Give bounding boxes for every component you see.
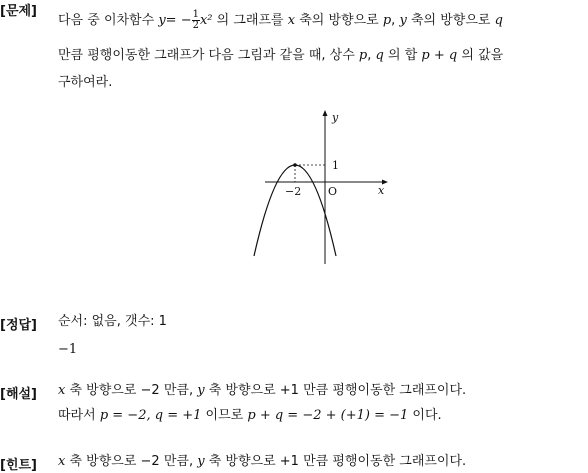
math-var: x bbox=[287, 13, 296, 28]
math-fraction bbox=[192, 10, 200, 31]
answer-line-1: 순서: 없음, 갯수: 1 bbox=[58, 314, 167, 329]
answer-value: −1 bbox=[58, 342, 78, 357]
hint-text: 축 방향으로 −2 만큼, bbox=[69, 454, 194, 469]
problem-text: 의 합 bbox=[388, 48, 418, 63]
math-expression: p + q bbox=[421, 48, 458, 63]
math-var: y bbox=[197, 454, 205, 469]
answer-tag: [정답] bbox=[0, 318, 37, 333]
explanation-line-1 bbox=[58, 381, 466, 401]
math-var: q bbox=[494, 13, 503, 28]
explanation-text: 이다. bbox=[412, 408, 442, 423]
fraction-denominator: 2 bbox=[192, 20, 199, 31]
math-var: x² bbox=[199, 13, 213, 28]
problem-text: 만큼 평행이동한 그래프가 다음 그림과 같을 때, 상수 bbox=[58, 48, 355, 63]
explanation-text: 축 방향으로 −2 만큼, bbox=[69, 383, 194, 398]
tick-x-label: −2 bbox=[285, 185, 302, 198]
problem-text: 의 값을 bbox=[461, 48, 504, 63]
y-axis-arrow bbox=[323, 110, 328, 116]
problem-line-1 bbox=[58, 10, 503, 31]
axis-y-label: y bbox=[332, 111, 339, 124]
parabola-graph bbox=[250, 104, 400, 274]
math-var: x bbox=[58, 454, 66, 469]
math-op: = − bbox=[165, 13, 192, 28]
math-var: y bbox=[399, 13, 407, 28]
math-var: x bbox=[58, 383, 66, 398]
math-expression: p = −2, q = +1 bbox=[99, 408, 202, 423]
vertex-point bbox=[293, 163, 297, 167]
math-var: p bbox=[382, 13, 392, 28]
problem-text: 의 그래프를 bbox=[216, 13, 284, 28]
explanation-text: 이므로 bbox=[205, 408, 244, 423]
hint-text: 축 방향으로 +1 만큼 평행이동한 그래프이다. bbox=[208, 454, 467, 469]
math-var: p bbox=[358, 48, 368, 63]
origin-label: O bbox=[328, 185, 338, 198]
tick-y-label: 1 bbox=[332, 159, 339, 172]
problem-text: 축의 방향으로 bbox=[410, 13, 491, 28]
hint-line bbox=[58, 452, 466, 472]
problem-line-3: 구하여라. bbox=[58, 75, 113, 90]
separator: , bbox=[367, 48, 372, 63]
math-expression: p + q = −2 + (+1) = −1 bbox=[247, 408, 409, 423]
explanation-line-2 bbox=[58, 406, 442, 426]
math-var: q bbox=[375, 48, 384, 63]
explanation-tag: [해설] bbox=[0, 387, 37, 402]
explanation-text: 따라서 bbox=[58, 408, 96, 423]
math-var: y bbox=[158, 13, 166, 28]
axis-x-label: x bbox=[378, 184, 385, 197]
problem-tag: [문제] bbox=[0, 4, 37, 19]
fraction-numerator: 1 bbox=[192, 9, 199, 20]
problem-text: 축의 방향으로 bbox=[299, 13, 379, 28]
separator: , bbox=[391, 13, 396, 28]
explanation-text: 축 방향으로 +1 만큼 평행이동한 그래프이다. bbox=[208, 383, 467, 398]
problem-line-2 bbox=[58, 46, 503, 66]
math-var: y bbox=[197, 383, 205, 398]
hint-tag: [힌트] bbox=[0, 458, 37, 473]
problem-text: 다음 중 이차함수 bbox=[58, 13, 155, 28]
